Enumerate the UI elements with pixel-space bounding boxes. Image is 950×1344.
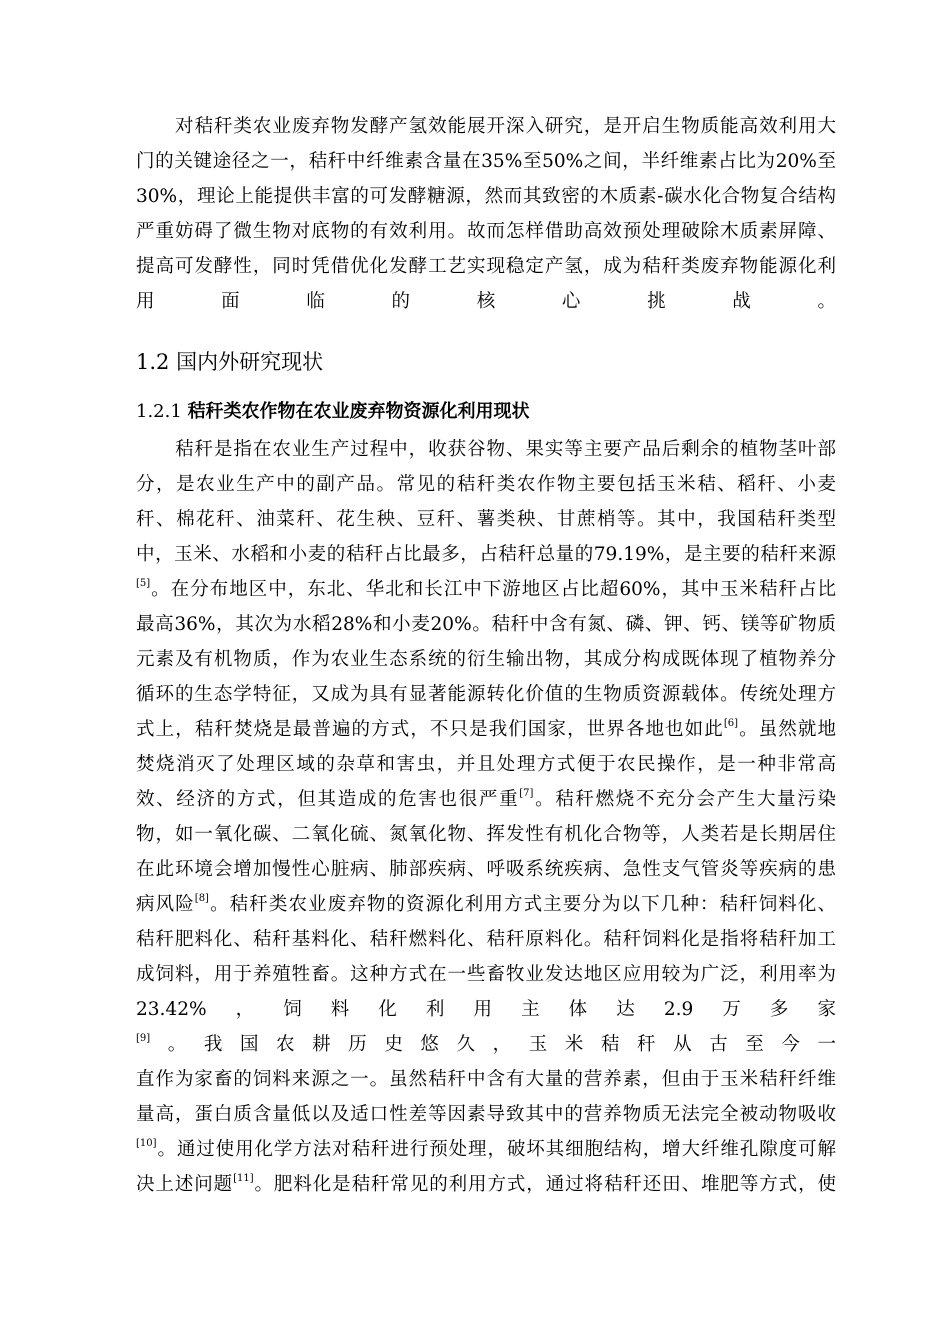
- paragraph-2-line-12: 物，如一氧化碳、二氧化硫、氮氧化物、挥发性有机化合物等，人类若是长期居住: [136, 824, 836, 845]
- paragraph-2-line-2: 分，是农业生产中的副产品。常见的秸秆类农作物主要包括玉米秸、稻秆、小麦: [136, 474, 836, 495]
- section-heading: 1.2 国内外研究现状: [136, 350, 324, 374]
- citation-5: [5]: [136, 578, 151, 589]
- citation-6: [6]: [723, 718, 739, 729]
- paragraph-2-line-5: [5]。在分布地区中，东北、华北和长江中下游地区占比超60%，其中玉米秸秆占比: [136, 578, 836, 600]
- paragraph-1-line-6: 用面临的核心挑战。: [136, 291, 836, 312]
- paragraph-2-line-7: 元素及有机物质，作为农业生态系统的衍生输出物，其成分构成既体现了植物养分: [136, 649, 836, 670]
- paragraph-2-line-17: 23.42%，饲料化利用主体达2.9万多家: [136, 999, 836, 1020]
- paragraph-2-line-18: [9]。我国农耕历史悠久，玉米秸秆从古至今一: [136, 1033, 836, 1055]
- citation-9: [9]: [136, 1033, 151, 1044]
- citation-11: [11]: [233, 1173, 254, 1184]
- paragraph-2-line-6: 最高36%，其次为水稻28%和小麦20%。秸秆中含有氮、磷、钾、钙、镁等矿物质: [136, 614, 836, 635]
- paragraph-2-line-3: 秆、棉花秆、油菜秆、花生秧、豆秆、薯类秧、甘蔗梢等。其中，我国秸秆类型: [136, 509, 836, 530]
- paragraph-2-line-8: 循环的生态学特征，又成为具有显著能源转化价值的生物质资源载体。传统处理方: [136, 684, 836, 705]
- subsection-heading: [136, 397, 530, 427]
- citation-7: [7]: [519, 788, 534, 799]
- paragraph-2-line-9: 式上，秸秆焚烧是最普遍的方式，不只是我们国家，世界各地也如此[6]。虽然就地: [136, 718, 836, 740]
- paragraph-2-line-21: [10]。通过使用化学方法对秸秆进行预处理，破坏其细胞结构，增大纤维孔隙度可解: [136, 1138, 836, 1160]
- paragraph-2-line-20: 量高，蛋白质含量低以及适口性差等因素导致其中的营养物质无法完全被动物吸收: [136, 1104, 836, 1125]
- paragraph-1-line-2: 门的关键途径之一，秸秆中纤维素含量在35%至50%之间，半纤维素占比为20%至: [136, 151, 836, 172]
- paragraph-2-line-22: 决上述问题[11]。肥料化是秸秆常见的利用方式，通过将秸秆还田、堆肥等方式，使: [136, 1173, 836, 1195]
- paragraph-2-line-16: 成饲料，用于养殖牲畜。这种方式在一些畜牧业发达地区应用较为广泛，利用率为: [136, 964, 836, 985]
- paragraph-2-line-4: 中，玉米、水稻和小麦的秸秆占比最多，占秸秆总量的79.19%，是主要的秸秆来源: [136, 544, 836, 565]
- subsection-number: 1.2.1: [136, 401, 182, 422]
- paragraph-2-line-19: 直作为家畜的饲料来源之一。虽然秸秆中含有大量的营养素，但由于玉米秸秆纤维: [136, 1069, 836, 1090]
- paragraph-2-line-10: 焚烧消灭了处理区域的杂草和害虫，并且处理方式便于农民操作，是一种非常高: [136, 754, 836, 775]
- paragraph-1-line-4: 严重妨碍了微生物对底物的有效利用。故而怎样借助高效预处理破除木质素屏障、: [136, 221, 836, 242]
- paragraph-1-line-3: 30%，理论上能提供丰富的可发酵糖源，然而其致密的木质素-碳水化合物复合结构: [136, 186, 836, 207]
- citation-8: [8]: [194, 893, 209, 904]
- paragraph-2-line-15: 秸秆肥料化、秸秆基料化、秸秆燃料化、秸秆原料化。秸秆饲料化是指将秸秆加工: [136, 929, 836, 950]
- paragraph-1-line-1: 对秸秆类农业废弃物发酵产氢效能展开深入研究，是开启生物质能高效利用大: [175, 116, 836, 137]
- paragraph-2-line-11: 效、经济的方式，但其造成的危害也很严重[7]。秸秆燃烧不充分会产生大量污染: [136, 788, 836, 810]
- paragraph-2-line-14: 病风险[8]。秸秆类农业废弃物的资源化利用方式主要分为以下几种：秸秆饲料化、: [136, 893, 836, 915]
- subsection-title: 秸秆类农作物在农业废弃物资源化利用现状: [187, 401, 530, 422]
- citation-10: [10]: [136, 1138, 157, 1149]
- paragraph-1-line-5: 提高可发酵性，同时凭借优化发酵工艺实现稳定产氢，成为秸秆类废弃物能源化利: [136, 256, 836, 277]
- paragraph-2-line-13: 在此环境会增加慢性心脏病、肺部疾病、呼吸系统疾病、急性支气管炎等疾病的患: [136, 859, 836, 880]
- paragraph-2-line-1: 秸秆是指在农业生产过程中，收获谷物、果实等主要产品后剩余的植物茎叶部: [175, 439, 836, 460]
